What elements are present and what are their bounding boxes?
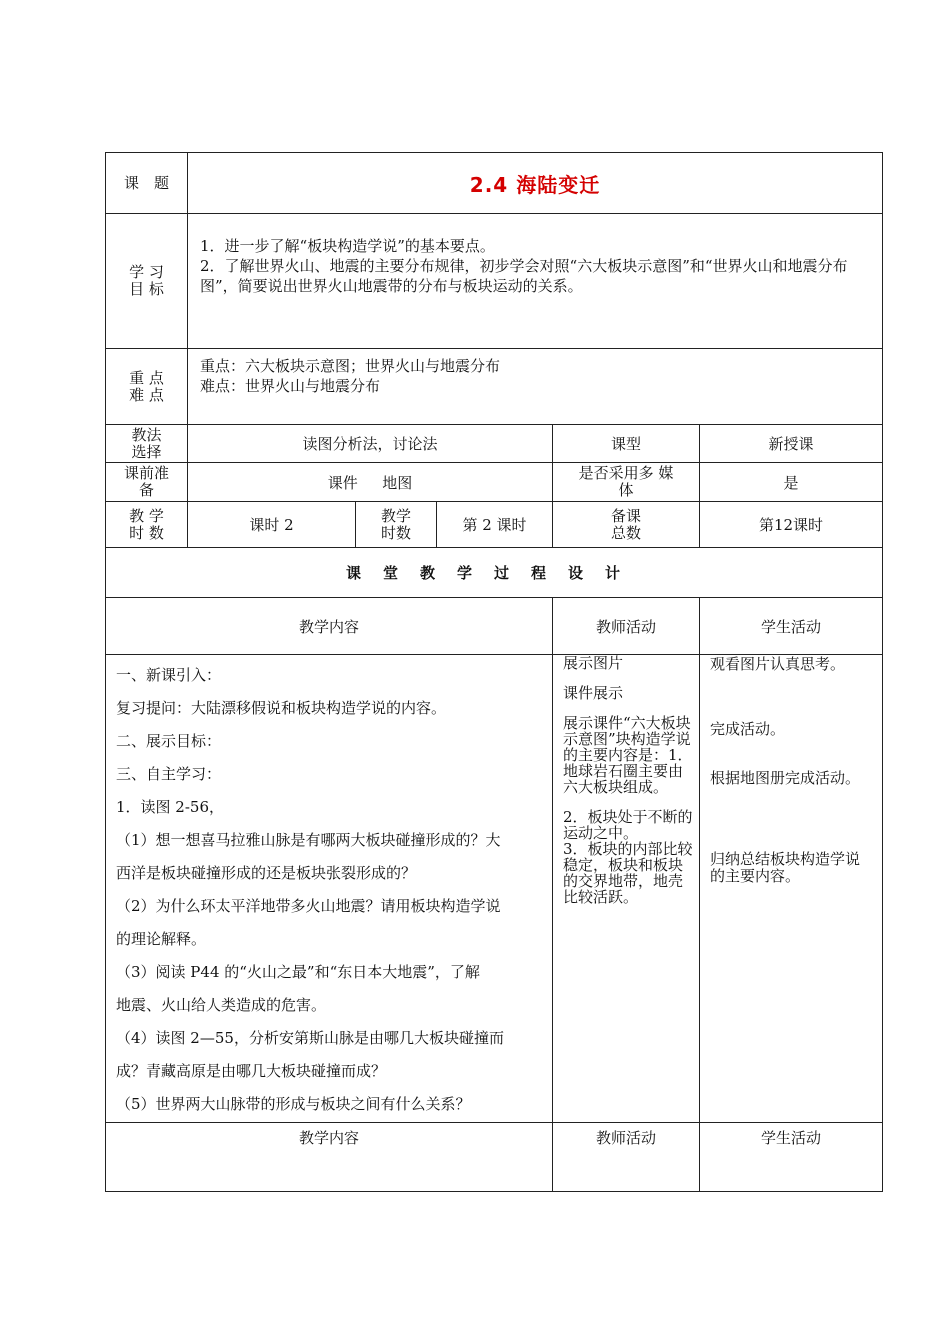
lesson-title: 2.4 海陆变迁 (188, 153, 883, 214)
total-label-line-1: 备课 (610, 506, 641, 525)
goals-label (106, 214, 188, 349)
total-value: 第12课时 (700, 502, 883, 548)
lesson-plan-table (105, 152, 883, 1192)
footer-header-row (106, 1123, 883, 1192)
goals-label-line-1: 学 习 (129, 263, 164, 281)
key-label-line-1: 重 点 (129, 368, 164, 387)
design-banner-row (106, 548, 883, 598)
goals-row (106, 214, 883, 349)
goal-1: 1．进一步了解“板块构造学说”的基本要点。 (200, 237, 495, 255)
media-label-line-2: 体 (618, 481, 634, 499)
prep-label-line-2: 备 (138, 481, 154, 499)
content-line: 三、自主学习： (116, 765, 222, 783)
type-label: 课型 (553, 425, 700, 463)
key-label (106, 349, 188, 425)
content-line: 地震、火山给人类造成的危害。 (116, 996, 327, 1014)
design-header-row (106, 598, 883, 655)
period-label-line-2: 时数 (380, 523, 411, 542)
prep-row (106, 463, 883, 502)
content-line: 成？青藏高原是由哪几大板块碰撞而成？ (116, 1062, 387, 1080)
col-student-header: 学生活动 (700, 598, 883, 655)
total-label (553, 502, 700, 548)
method-label-line-2: 选择 (131, 442, 162, 461)
media-label (553, 463, 700, 502)
media-label-line-1: 是否采用多 媒 (578, 464, 674, 482)
key-points-cell (188, 349, 883, 425)
method-value: 读图分析法，讨论法 (188, 425, 553, 463)
footer-col-content (106, 1123, 553, 1192)
hours-label-line-1: 教 学 (129, 506, 164, 525)
media-value: 是 (700, 463, 883, 502)
content-line: （5）世界两大山脉带的形成与板块之间有什么关系？ (116, 1095, 471, 1113)
key-label-line-2: 难 点 (129, 385, 164, 404)
goals-cell (188, 214, 883, 349)
prep-label (106, 463, 188, 502)
hours-row (106, 502, 883, 548)
goal-2: 2．了解世界火山、地震的主要分布规律，初步学会对照“六大板块示意图”和“世界火山和地震分布图”，简要说出世界火山地震带的分布与板块运动的关系。 (200, 257, 848, 295)
topic-label: 课 题 (106, 153, 188, 214)
footer-col-content-text: 教学内容 (298, 1129, 359, 1147)
design-body-row (106, 655, 883, 1123)
type-value: 新授课 (700, 425, 883, 463)
content-line: 的理论解释。 (116, 930, 207, 948)
content-line: 二、展示目标： (116, 732, 222, 750)
teacher-activity: 展示课件“六大板块示意图”块构造学说的主要内容是：1．地球岩石圈主要由六大板块组成。 (563, 714, 693, 796)
method-label-line-1: 教法 (131, 425, 162, 444)
content-cell (106, 655, 553, 1123)
design-banner: 课堂教学过程设计 (106, 548, 883, 598)
col-teacher-header: 教师活动 (553, 598, 700, 655)
teacher-activity: 展示图片 (563, 654, 624, 672)
student-activity: 观看图片认真思考。 (710, 655, 846, 673)
content-line: 1．读图 2-56， (116, 798, 225, 816)
content-line: （1）想一想喜马拉雅山脉是有哪两大板块碰撞形成的？大 (116, 831, 501, 849)
teacher-activity: 课件展示 (563, 684, 624, 702)
key-point: 重点：六大板块示意图；世界火山与地震分布 (200, 356, 501, 375)
prep-label-line-1: 课前准 (123, 464, 169, 482)
student-activity: 根据地图册完成活动。 (710, 769, 861, 787)
hours-label (106, 502, 188, 548)
footer-col-student-text: 学生活动 (760, 1129, 821, 1147)
teacher-activity-cell (553, 655, 700, 1123)
prep-value: 课件 地图 (188, 463, 553, 502)
hours-label-line-2: 时 数 (129, 523, 164, 542)
footer-col-teacher (553, 1123, 700, 1192)
period-label (356, 502, 437, 548)
method-row (106, 425, 883, 463)
key-points-row (106, 349, 883, 425)
period-value: 第 2 课时 (437, 502, 553, 548)
period-label-line-1: 教学 (380, 506, 411, 525)
content-line: 一、新课引入： (116, 666, 222, 684)
student-activity-cell (700, 655, 883, 1123)
hours-value: 课时 2 (188, 502, 356, 548)
student-activity: 归纳总结板块构造学说的主要内容。 (710, 850, 861, 885)
topic-row (106, 153, 883, 214)
difficulty: 难点：世界火山与地震分布 (200, 376, 381, 395)
total-label-line-2: 总数 (610, 523, 641, 542)
content-line: （3）阅读 P44 的“火山之最”和“东日本大地震”，了解 (116, 963, 480, 981)
content-line: 西洋是板块碰撞形成的还是板块张裂形成的？ (116, 864, 417, 882)
teacher-activity: 2．板块处于不断的运动之中。 3．板块的内部比较稳定，板块和板块的交界地带，地壳比较活跃。 (563, 808, 693, 906)
footer-col-teacher-text: 教师活动 (595, 1129, 656, 1147)
footer-col-student (700, 1123, 883, 1192)
method-label (106, 425, 188, 463)
student-activity: 完成活动。 (710, 720, 786, 738)
content-line: （2）为什么环太平洋地带多火山地震？请用板块构造学说 (116, 897, 501, 915)
content-line: 复习提问：大陆漂移假说和板块构造学说的内容。 (116, 699, 447, 717)
goals-label-line-2: 目 标 (129, 280, 164, 298)
col-content-header: 教学内容 (106, 598, 553, 655)
content-line: （4）读图 2—55，分析安第斯山脉是由哪几大板块碰撞而 (116, 1029, 504, 1047)
